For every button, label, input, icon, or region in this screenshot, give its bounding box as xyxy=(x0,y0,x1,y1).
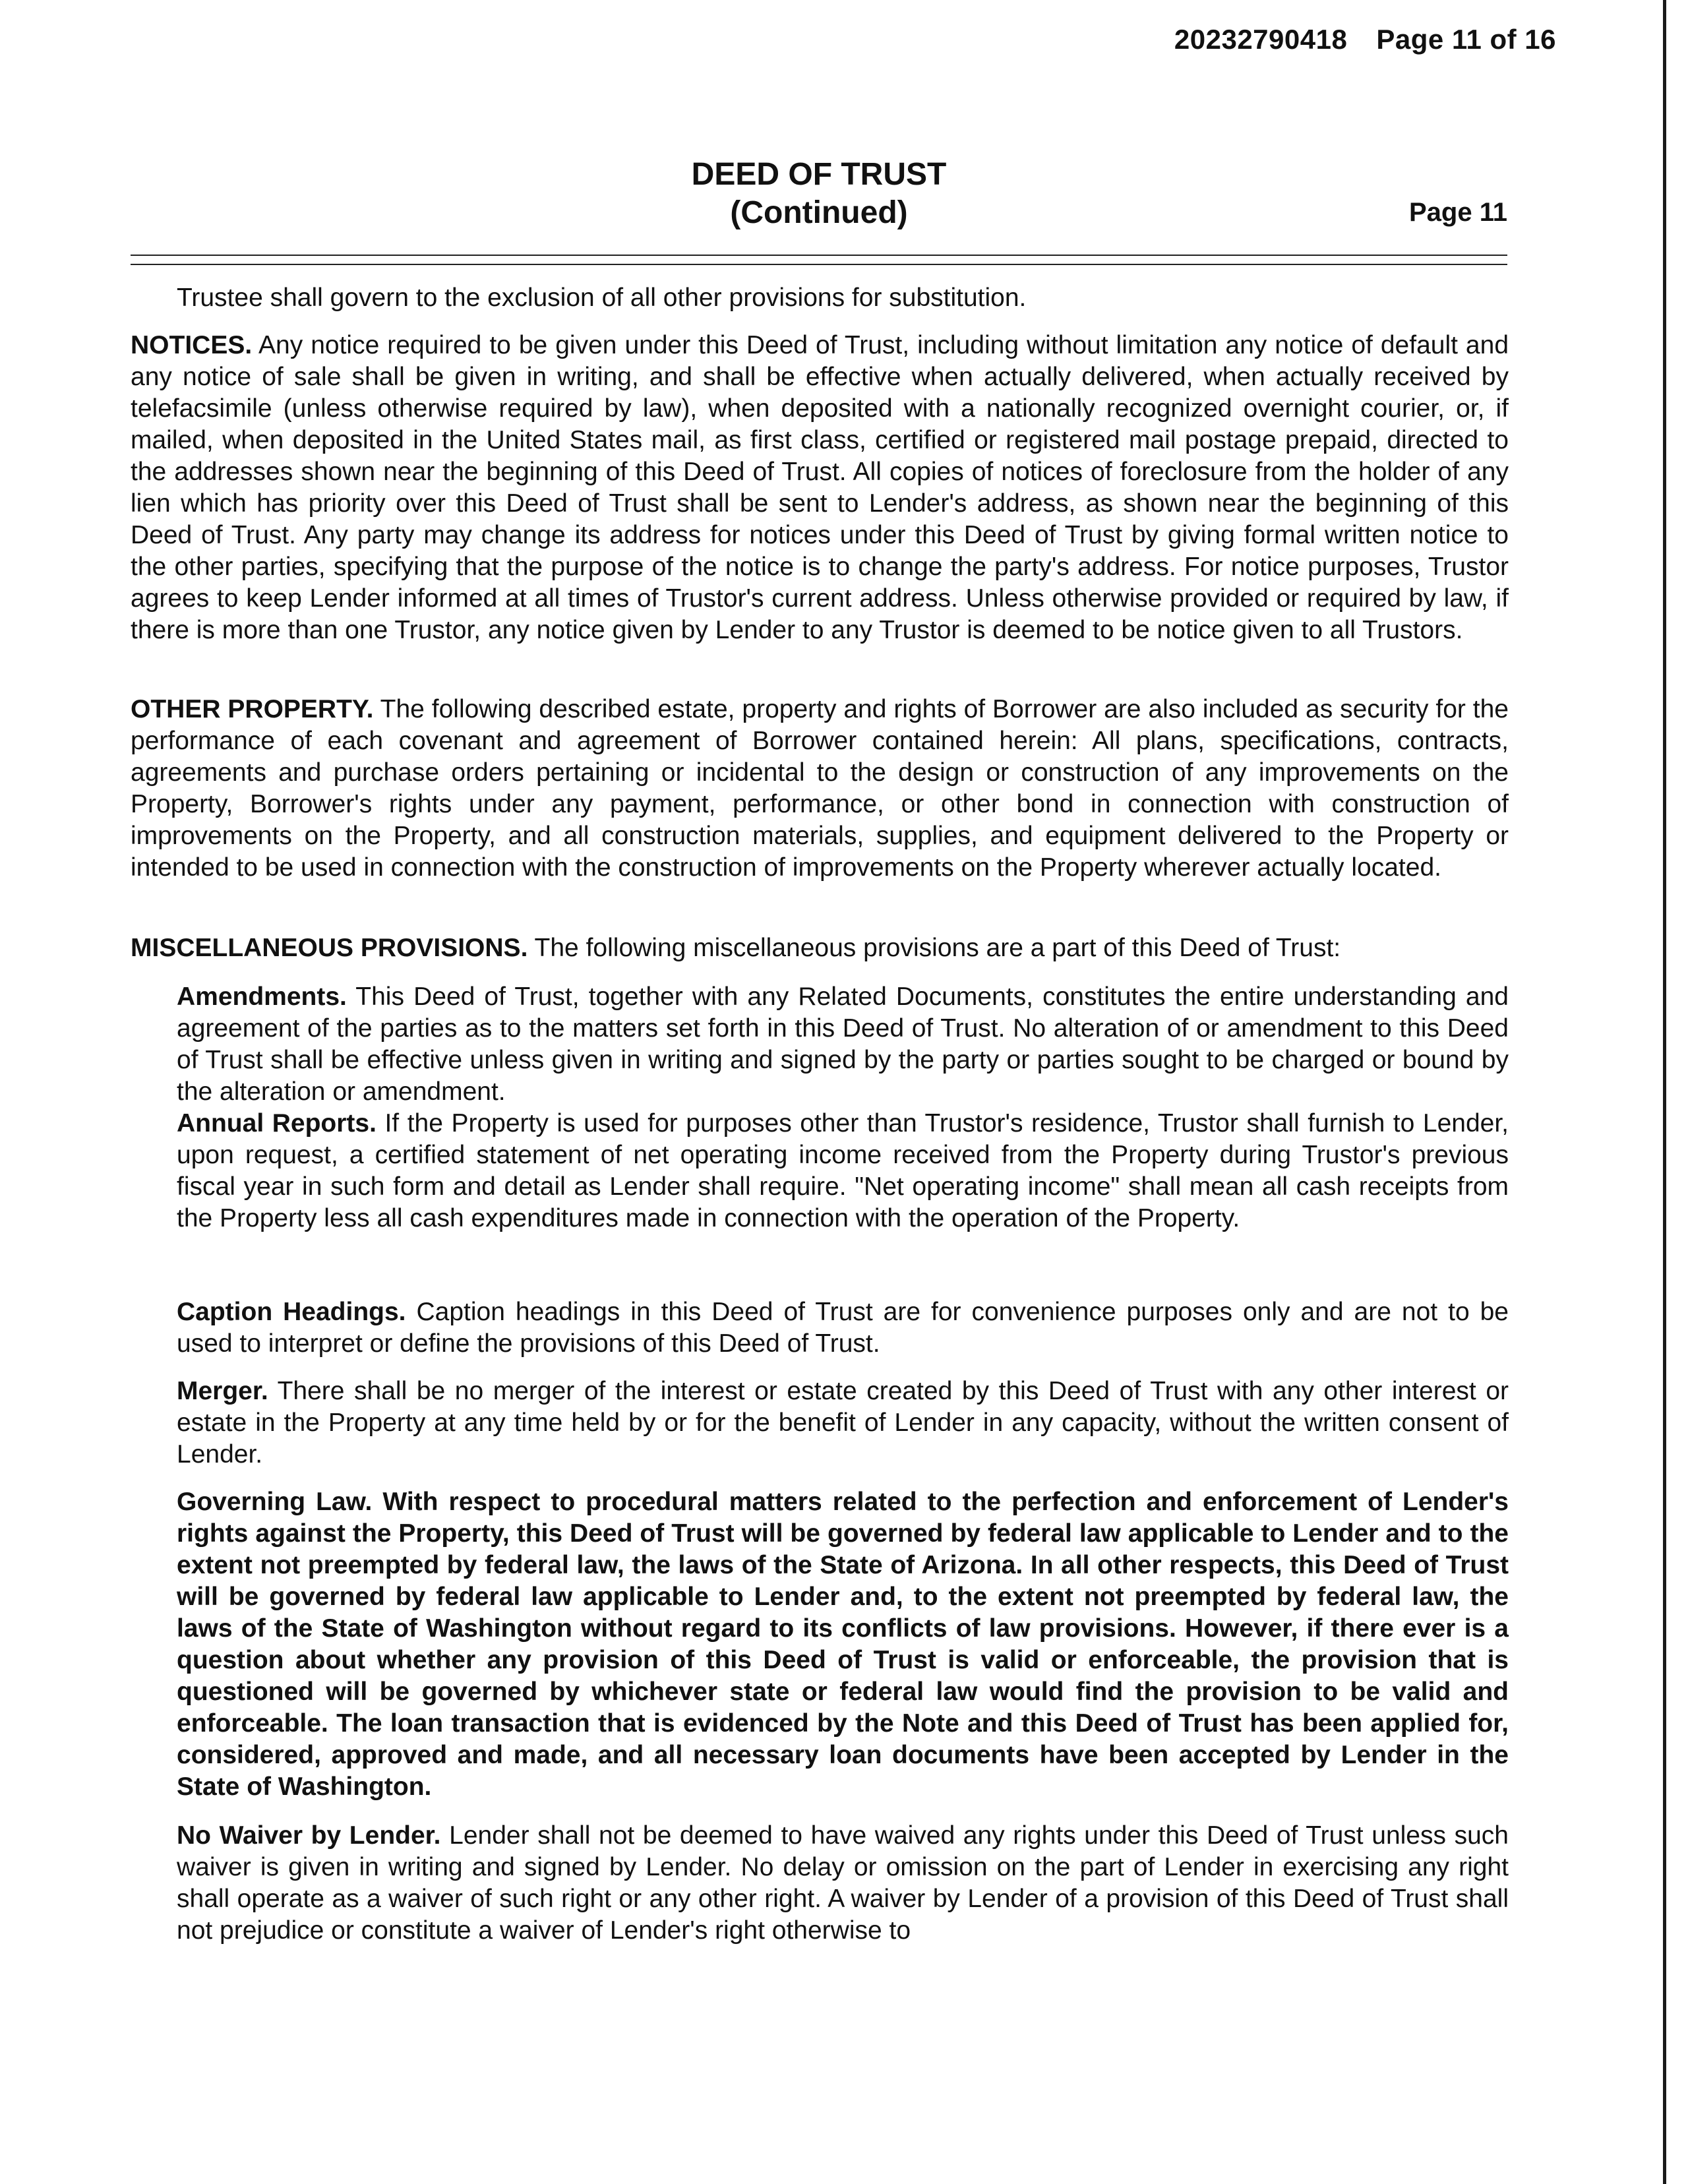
governing-law-heading: Governing Law. xyxy=(177,1488,373,1516)
notices-heading: NOTICES. xyxy=(131,331,253,359)
notices-section xyxy=(131,330,1509,646)
no-waiver-provision xyxy=(177,1820,1509,1947)
annual-reports-heading: Annual Reports. xyxy=(177,1109,377,1138)
miscellaneous-provisions-section xyxy=(131,932,1509,964)
merger-text: There shall be no merger of the interest or estate created by this Deed of Trust with any other interest or estate in the Property at any time held by or for the benefit of Lender in any capacity, without the written consent of Lender. xyxy=(177,1377,1509,1469)
merger-provision xyxy=(177,1376,1509,1471)
title-line-2: (Continued) xyxy=(730,195,908,230)
other-property-heading: OTHER PROPERTY. xyxy=(131,695,374,723)
notices-text: Any notice required to be given under this Deed of Trust, including without limitation any notice of default and any notice of sale shall be given in writing, and shall be effective when actually delivered, when actually received by telefacsimile (unless otherwise required by law), when deposited with a nationally recognized overnight courier, or, if mailed, when deposited in the United States mail, as first class, certified or registered mail postage prepaid, directed to the addresses shown near the beginning of this Deed of Trust. All copies of notices of foreclosure from the holder of any lien which has priority over this Deed of Trust shall be sent to Lender's address, as shown near the beginning of this Deed of Trust. Any party may change its address for notices under this Deed of Trust by giving formal written notice to the other parties, specifying that the purpose of the notice is to change the party's address. For notice purposes, Trustor agrees to keep Lender informed at all times of Trustor's current address. Unless otherwise provided or required by law, if there is more than one Trustor, any notice given by Lender to any Trustor is deemed to be notice given to all Trustors. xyxy=(131,331,1509,644)
annual-reports-provision xyxy=(177,1108,1509,1234)
caption-headings-text: Caption headings in this Deed of Trust are for convenience purposes only and are not to be used to interpret or define the provisions of this Deed of Trust. xyxy=(177,1298,1509,1358)
governing-law-text: With respect to procedural matters related to the perfection and enforcement of Lender's rights against the Property, this Deed of Trust will be governed by federal law applicable to Lender and to the extent not preempted by federal law, the laws of the State of Arizona. In all other respects, this Deed of Trust will be governed by federal law applicable to Lender and, to the extent not preempted by federal law, the laws of the State of Washington without regard to its conflicts of law provisions. However, if there ever is a question about whether any provision of this Deed of Trust is valid or enforceable, the provision that is questioned will be governed by whichever state or federal law would find the provision to be valid and enforceable. The loan transaction that is evidenced by the Note and this Deed of Trust has been applied for, considered, approved and made, and all necessary loan documents have been accepted by Lender in the State of Washington. xyxy=(177,1488,1509,1801)
title-line-1: DEED OF TRUST xyxy=(691,157,947,192)
no-waiver-heading: No Waiver by Lender. xyxy=(177,1821,441,1850)
merger-heading: Merger. xyxy=(177,1377,268,1405)
trustee-continuation-paragraph: Trustee shall govern to the exclusion of all other provisions for substitution. xyxy=(177,284,1027,312)
header-rule-bottom xyxy=(131,264,1507,265)
annual-reports-text: If the Property is used for purposes other than Trustor's residence, Trustor shall furnish to Lender, upon request, a certified statement of net operating income received from the Property during Trustor's previous fiscal year in such form and detail as Lender shall require. "Net operating income" shall mean all cash receipts from the Property less all cash expenditures made in connection with the operation of the Property. xyxy=(177,1109,1509,1232)
other-property-text: The following described estate, property and rights of Borrower are also included as security for the performance of each covenant and agreement of Borrower contained herein: All plans, specifications, contracts, agreements and purchase orders pertaining or incidental to the design or construction of any improvements on the Property, Borrower's rights under any payment, performance, or other bond in connection with construction of improvements on the Property, and all construction materials, supplies, and equipment delivered to the Property or intended to be used in connection with the construction of improvements on the Property wherever actually located. xyxy=(131,695,1509,882)
amendments-provision xyxy=(177,981,1509,1108)
page-number-label: Page 11 xyxy=(1408,198,1507,227)
page-of-count: Page 11 of 16 xyxy=(1376,24,1556,55)
page-edge-border xyxy=(1663,0,1666,2184)
caption-headings-provision xyxy=(177,1296,1509,1360)
miscellaneous-text: The following miscellaneous provisions are a part of this Deed of Trust: xyxy=(534,934,1341,962)
document-number: 20232790418 xyxy=(1174,24,1348,55)
miscellaneous-heading: MISCELLANEOUS PROVISIONS. xyxy=(131,934,528,962)
amendments-text: This Deed of Trust, together with any Related Documents, constitutes the entire understanding and agreement of the parties as to the matters set forth in this Deed of Trust. No alteration of or amendment to this Deed of Trust shall be effective unless given in writing and signed by the party or parties sought to be charged or bound by the alteration or amendment. xyxy=(177,983,1509,1106)
header-rule-top xyxy=(131,255,1507,256)
caption-headings-heading: Caption Headings. xyxy=(177,1298,406,1326)
no-waiver-text: Lender shall not be deemed to have waived any rights under this Deed of Trust unless such waiver is given in writing and signed by Lender. No delay or omission on the part of Lender in exercising any right shall operate as a waiver of such right or any other right. A waiver by Lender of a provision of this Deed of Trust shall not prejudice or constitute a waiver of Lender's right otherwise to xyxy=(177,1821,1509,1945)
document-header xyxy=(1081,24,1556,55)
amendments-heading: Amendments. xyxy=(177,983,347,1011)
governing-law-provision xyxy=(177,1486,1509,1803)
other-property-section xyxy=(131,694,1509,884)
